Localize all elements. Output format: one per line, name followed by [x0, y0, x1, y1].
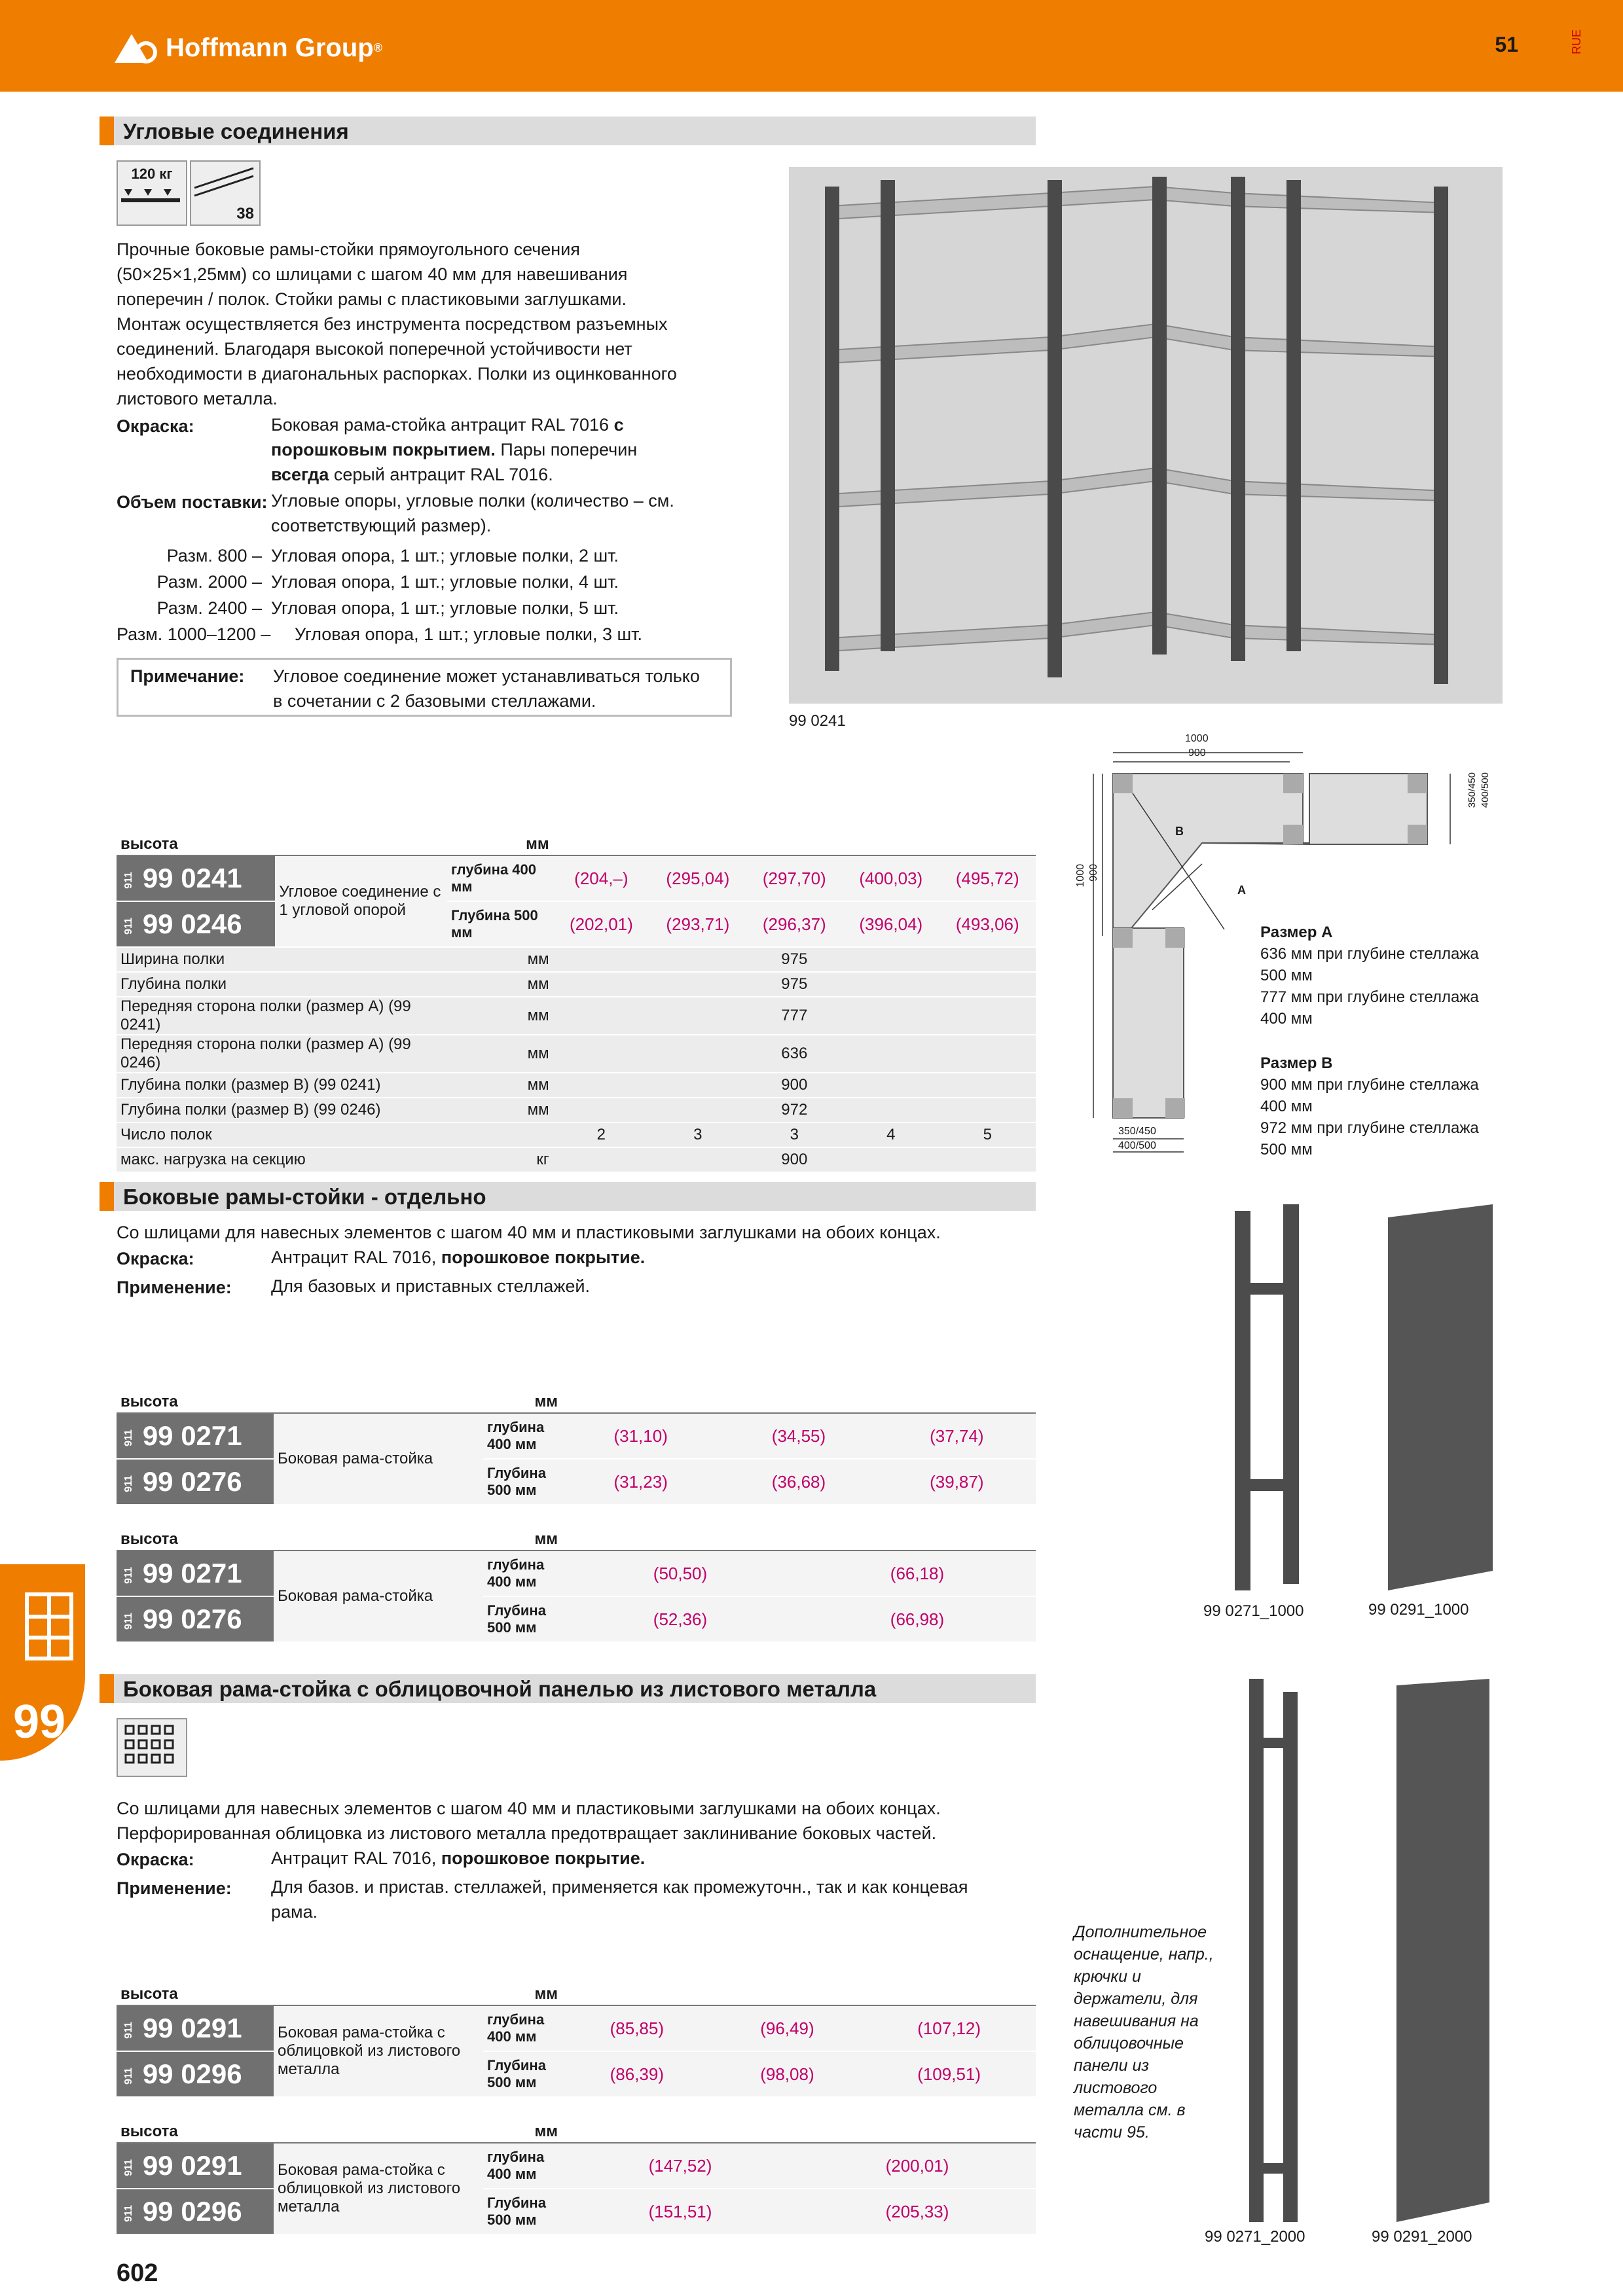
use-label: Применение:: [117, 1278, 232, 1297]
article-number[interactable]: 911 99 0276: [117, 1459, 274, 1505]
price-cell: (96,49): [712, 2005, 863, 2051]
note-text: Угловое соединение может устанавливаться только в сочетании с 2 базовыми стеллажами.: [273, 666, 700, 711]
spec-value: 3: [649, 1122, 746, 1147]
price-cell: (66,98): [799, 1596, 1036, 1642]
desc-line: соединений. Благодаря высокой поперечной устойчивости нет: [117, 339, 632, 359]
price-cell: (86,39): [562, 2051, 712, 2097]
product-desc: Боковая рама-стойка: [274, 1551, 483, 1642]
size-value: Угловая опора, 1 шт.; угловые полки, 5 шт.: [271, 598, 619, 618]
paint-text: Антрацит RAL 7016, порошковое покрытие.: [271, 1848, 646, 1868]
size-value: Угловая опора, 1 шт.; угловые полки, 2 шт.: [271, 546, 619, 565]
spec-value: 4: [843, 1122, 939, 1147]
paint-label: Окраска:: [117, 1850, 194, 1869]
paint-text: Боковая рама-стойка антрацит RAL 7016 с порошковым покрытием. Пары поперечин всегда серый антрацит RAL 7016.: [271, 415, 638, 484]
size-key: Разм. 2000 –: [156, 572, 262, 592]
product-desc: Угловое соединение с 1 угловой опорой: [275, 855, 447, 947]
height-label: высота: [117, 1391, 483, 1413]
paint-label: Окраска:: [117, 1249, 194, 1268]
height-label: высота: [117, 2121, 483, 2143]
section-title: Угловые соединения: [123, 119, 349, 143]
section-tab-number: 99: [13, 1696, 66, 1748]
load-shelf-icon: [118, 183, 183, 215]
size-key: Разм. 2400 –: [156, 598, 262, 618]
depth-label: глубина 400 мм: [483, 2005, 562, 2051]
section-title: Боковая рама-стойка с облицовочной панелью из листового металла: [123, 1677, 877, 1701]
perforated-panel-icon: [118, 1719, 183, 1776]
size-value: Угловая опора, 1 шт.; угловые полки, 3 шт.: [295, 624, 643, 644]
price-cell: (107,12): [862, 2005, 1036, 2051]
depth-label: Глубина 500 мм: [483, 2051, 562, 2097]
price-cell: (36,68): [720, 1459, 877, 1505]
price-cell: (52,36): [562, 1596, 799, 1642]
dim-400-vert: 400/500: [1480, 772, 1491, 808]
height-label: высота: [117, 833, 447, 855]
spec-unit: мм: [447, 1073, 553, 1098]
price-cell: (296,37): [746, 901, 843, 947]
panel-frame-image: [1381, 1204, 1499, 1590]
use-text: Для базов. и пристав. стеллажей, применяется как промежуточн., так и как концевая рама.: [271, 1877, 968, 1922]
corner-shelf-photo: [789, 167, 1503, 704]
footer-page-number: 602: [117, 2259, 158, 2287]
price-cell: (31,10): [562, 1413, 720, 1459]
spec-value: 975: [553, 947, 1036, 972]
price-cell: (39,87): [878, 1459, 1036, 1505]
depth-label: глубина 400 мм: [483, 1551, 562, 1596]
price-cell: (98,08): [712, 2051, 863, 2097]
product-desc: Боковая рама-стойка с облицовкой из листового металла: [274, 2005, 483, 2097]
price-cell: (204,–): [553, 855, 649, 901]
spec-unit: кг: [447, 1147, 553, 1172]
hoffmann-logo-icon: [115, 31, 160, 64]
desc-line: Монтаж осуществляется без инструмента посредством разъемных: [117, 314, 668, 334]
col-2000: 2000: [562, 2121, 799, 2143]
price-cell: (200,01): [799, 2143, 1036, 2189]
col-1200: 1200: [878, 1391, 1036, 1413]
section-header-corner: [100, 117, 1036, 145]
spec-name: Глубина полки: [117, 972, 447, 997]
spec-unit: мм: [447, 1098, 553, 1122]
panel-description: Со шлицами для навесных элементов с шагом 40 мм и пластиковыми заглушками на обоих концах. Перфорированная облицовка из листового металла предотвращает заклинивание боковых частей.: [117, 1799, 941, 1843]
size-key: Разм. 800 –: [166, 546, 262, 565]
desc-line: необходимости в диагональных распорках. Полки из оцинкованного: [117, 364, 677, 384]
col-2000: 2000: [843, 833, 939, 855]
scope-text: Угловые опоры, угловые полки (количество – см. соответствующий размер).: [271, 491, 674, 535]
dim-900-vert: 900: [1088, 864, 1099, 882]
desc-line: (50×25×1,25мм) со шлицами с шагом 40 мм для навешивания: [117, 264, 628, 284]
height-label: высота: [117, 1528, 483, 1551]
price-cell: (297,70): [746, 855, 843, 901]
desc-line: листового металла.: [117, 389, 278, 408]
size-key: Разм. 1000–1200 –: [117, 624, 271, 644]
image-caption: 99 0291_1000: [1368, 1601, 1469, 1619]
side-frame-image: [1231, 1204, 1309, 1597]
dim-1000: 1000: [1185, 733, 1209, 744]
unit-label: мм: [483, 1983, 562, 2005]
lang-code: RUE: [1570, 29, 1583, 55]
panel-price-table-1: [117, 1983, 1036, 2098]
price-cell: (396,04): [843, 901, 939, 947]
note-box: [117, 658, 732, 717]
spec-name: Глубина полки (размер B) (99 0246): [117, 1098, 447, 1122]
spec-value: 2: [553, 1122, 649, 1147]
price-cell: (495,72): [939, 855, 1036, 901]
label-a: A: [1237, 884, 1246, 897]
use-label: Применение:: [117, 1878, 232, 1898]
spec-unit: мм: [447, 972, 553, 997]
unit-label: мм: [483, 2121, 562, 2143]
price-cell: (37,74): [878, 1413, 1036, 1459]
section-header-frames: [100, 1182, 1036, 1211]
price-cell: (50,50): [562, 1551, 799, 1596]
col-800: 800: [562, 1391, 720, 1413]
load-value: 120 кг: [131, 166, 173, 182]
article-number[interactable]: 911 99 0276: [117, 1596, 274, 1642]
frames-price-table-2: [117, 1528, 1036, 1643]
brand-logo: [115, 31, 382, 64]
price-cell: (202,01): [553, 901, 649, 947]
depth-label: Глубина 500 мм: [483, 1596, 562, 1642]
panel-frame-tall-image: [1391, 1679, 1496, 2222]
frames-description: Со шлицами для навесных элементов с шагом 40 мм и пластиковыми заглушками на обоих концах.: [117, 1223, 941, 1242]
spec-unit: мм: [447, 947, 553, 972]
price-cell: (493,06): [939, 901, 1036, 947]
slot-pitch-icon: [191, 162, 257, 201]
article-number[interactable]: 911 99 0296: [117, 2051, 274, 2097]
desc-line: Прочные боковые рамы-стойки прямоугольного сечения: [117, 240, 580, 259]
page-number: 51: [1495, 33, 1518, 56]
image-caption: 99 0271_2000: [1205, 2228, 1305, 2246]
price-cell: (31,23): [562, 1459, 720, 1505]
corner-price-table: [117, 833, 1036, 1173]
price-cell: (85,85): [562, 2005, 712, 2051]
photo-caption: 99 0241: [789, 712, 846, 730]
price-cell: (295,04): [649, 855, 746, 901]
section-header-panel-frames: [100, 1674, 1036, 1703]
spec-name: Ширина полки: [117, 947, 447, 972]
brand-mark: ®: [373, 41, 382, 54]
depth-label: Глубина 500 мм: [483, 2189, 562, 2234]
unit-label: мм: [483, 1391, 562, 1413]
brand-name: Hoffmann Group: [166, 33, 374, 62]
spec-value: 900: [553, 1147, 1036, 1172]
price-cell: (34,55): [720, 1413, 877, 1459]
size-b-legend: Размер B 900 мм при глубине стеллажа 400 мм 972 мм при глубине стеллажа 500 мм: [1260, 1054, 1479, 1158]
col-800: 800: [562, 1983, 712, 2005]
spec-name: Число полок: [117, 1122, 553, 1147]
spec-name: Передняя сторона полки (размер A) (99 0241): [117, 997, 447, 1035]
slot-value: 38: [236, 205, 254, 223]
depth-label: глубина 400 мм: [483, 1413, 562, 1459]
perforation-badge: [117, 1718, 187, 1777]
spec-name: Глубина полки (размер B) (99 0241): [117, 1073, 447, 1098]
col-1200: 1200: [746, 833, 843, 855]
corner-description: [117, 237, 791, 411]
spec-value: 5: [939, 1122, 1036, 1147]
image-caption: 99 0271_1000: [1203, 1602, 1304, 1620]
article-number[interactable]: 911 99 0291: [117, 2143, 274, 2189]
spec-value: 636: [553, 1035, 1036, 1073]
dim-350: 350/450: [1118, 1126, 1156, 1137]
accessory-side-note: Дополнительное оснащение, напр., крючки и держатели, для навешивания на облицовочные панели из листового металла см. в части 95.: [1074, 1923, 1214, 2142]
col-1000: 1000: [712, 1983, 863, 2005]
article-number[interactable]: 911 99 0291: [117, 2005, 274, 2051]
col-1200: 1200: [862, 1983, 1036, 2005]
section-tab[interactable]: [0, 1564, 85, 1761]
spec-value: 900: [553, 1073, 1036, 1098]
article-number[interactable]: 911 99 0296: [117, 2189, 274, 2234]
article-number[interactable]: 911 99 0241: [117, 855, 275, 901]
load-badge: [117, 160, 187, 226]
dim-900: 900: [1188, 747, 1206, 759]
depth-label: Глубина 500 мм: [483, 1459, 562, 1505]
spec-value: 3: [746, 1122, 843, 1147]
depth-label: глубина 400 мм: [447, 855, 553, 901]
col-2400: 2400: [799, 2121, 1036, 2143]
corner-shelf-illustration: [789, 167, 1503, 704]
frames-price-table-1: [117, 1391, 1036, 1505]
label-b: B: [1175, 825, 1184, 838]
price-cell: (151,51): [562, 2189, 799, 2234]
col-2400: 2400: [939, 833, 1036, 855]
price-cell: (293,71): [649, 901, 746, 947]
price-cell: (147,52): [562, 2143, 799, 2189]
price-cell: (205,33): [799, 2189, 1036, 2234]
spec-unit: мм: [447, 997, 553, 1035]
product-desc: Боковая рама-стойка с облицовкой из листового металла: [274, 2143, 483, 2234]
spec-name: Передняя сторона полки (размер A) (99 0246): [117, 1035, 447, 1073]
depth-label: глубина 400 мм: [483, 2143, 562, 2189]
spec-value: 777: [553, 997, 1036, 1035]
unit-label: мм: [483, 1528, 562, 1551]
col-2400: 2400: [799, 1528, 1036, 1551]
dim-1000-vert: 1000: [1075, 864, 1086, 888]
desc-line: поперечин / полок. Стойки рамы с пластиковыми заглушками.: [117, 289, 627, 309]
spec-name: макс. нагрузка на секцию: [117, 1147, 447, 1172]
price-cell: (66,18): [799, 1551, 1036, 1596]
paint-label: Окраска:: [117, 416, 194, 436]
size-a-legend: Размер A 636 мм при глубине стеллажа 500 мм 777 мм при глубине стеллажа 400 мм: [1260, 924, 1479, 1028]
article-number[interactable]: 911 99 0271: [117, 1551, 274, 1596]
shelf-category-icon: [23, 1590, 75, 1662]
article-number[interactable]: 911 99 0246: [117, 901, 275, 947]
dim-400: 400/500: [1118, 1140, 1156, 1151]
spec-unit: мм: [447, 1035, 553, 1073]
col-1000: 1000: [649, 833, 746, 855]
paint-text: Антрацит RAL 7016, порошковое покрытие.: [271, 1247, 646, 1267]
col-2000: 2000: [562, 1528, 799, 1551]
panel-price-table-2: [117, 2121, 1036, 2235]
scope-label: Объем поставки:: [117, 492, 268, 512]
unit-label: мм: [447, 833, 553, 855]
price-cell: (109,51): [862, 2051, 1036, 2097]
spec-value: 972: [553, 1098, 1036, 1122]
use-text: Для базовых и приставных стеллажей.: [271, 1276, 590, 1296]
depth-label: Глубина 500 мм: [447, 901, 553, 947]
dim-350-vert: 350/450: [1467, 772, 1478, 808]
col-800: 800: [553, 833, 649, 855]
section-title: Боковые рамы-стойки - отдельно: [123, 1185, 486, 1209]
product-desc: Боковая рама-стойка: [274, 1413, 483, 1505]
col-1000: 1000: [720, 1391, 877, 1413]
slot-badge: [190, 160, 261, 226]
price-cell: (400,03): [843, 855, 939, 901]
size-value: Угловая опора, 1 шт.; угловые полки, 4 шт.: [271, 572, 619, 592]
height-label: высота: [117, 1983, 483, 2005]
article-number[interactable]: 911 99 0271: [117, 1413, 274, 1459]
side-frame-tall-image: [1244, 1679, 1309, 2222]
image-caption: 99 0291_2000: [1372, 2228, 1472, 2246]
spec-value: 975: [553, 972, 1036, 997]
note-label: Примечание:: [130, 666, 245, 686]
